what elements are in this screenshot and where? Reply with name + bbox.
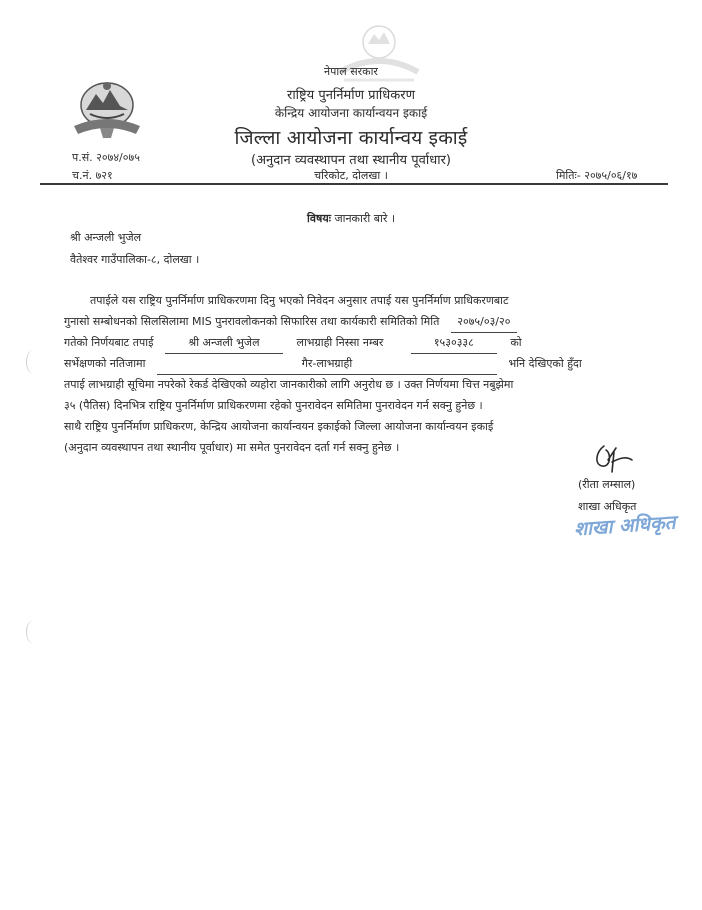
official-stamp: शाखा अधिकृत <box>573 511 677 541</box>
office-subtitle: (अनुदान व्यवस्थापन तथा स्थानीय पूर्वाधार) <box>251 153 451 168</box>
central-unit-name: केन्द्रिय आयोजना कार्यान्वयन इकाई <box>274 106 428 120</box>
subject-text: जानकारी बारे । <box>334 212 395 225</box>
body-line-3-text-b: लाभग्राही निस्सा नम्बर <box>296 336 384 349</box>
body-line-3-text-c: को <box>510 336 522 349</box>
body-line-5: तपाई लाभग्राही सूचिमा नपरेको रेकर्ड देखिएको व्यहोरा जानकारीको लागि अनुरोध छ । उक्त निर्णयमा चित्त नबुझेमा <box>64 378 514 391</box>
decision-date: २०७५/०३/२० <box>451 311 517 333</box>
office-location: चरिकोट, दोलखा । <box>314 169 388 182</box>
body-line-4 <box>64 353 582 375</box>
authority-name: राष्ट्रिय पुनर्निर्माण प्राधिकरण <box>287 88 415 103</box>
body-line-6: ३५ (पैतिस) दिनभित्र राष्ट्रिय पुनर्निर्माण प्राधिकरणमा रहेको पुनरावेदन समितिमा पुनरावेदन गर्न सक्नु हुनेछ । <box>64 399 483 412</box>
body-line-8: (अनुदान व्यवस्थापन तथा स्थानीय पूर्वाधार) मा समेत पुनरावेदन दर्ता गर्न सक्नु हुनेछ । <box>64 441 400 454</box>
letter-date: मितिः- २०७५/०६/१७ <box>556 169 638 182</box>
signatory-title: शाखा अधिकृत <box>578 500 637 513</box>
body-line-2 <box>64 311 517 333</box>
recipient-name: श्री अन्जली भुजेल <box>70 231 142 244</box>
body-line-3 <box>64 332 522 354</box>
recipient-address: वैतेश्वर गाउँपालिका-८, दोलखा । <box>70 253 200 266</box>
office-name: जिल्ला आयोजना कार्यान्वय इकाई <box>234 127 468 149</box>
signature-mark <box>586 442 646 476</box>
body-line-2-text: गुनासो सम्बोधनको सिलसिलामा MIS पुनरावलोकनको सिफारिस तथा कार्यकारी समितिको मिति <box>64 315 440 328</box>
body-line-4-text: सर्भेक्षणको नतिजामा <box>64 357 146 370</box>
body-line-3-text: गतेको निर्णयबाट तपाई <box>64 336 154 349</box>
subject-label: विषयः <box>307 212 331 225</box>
scan-mark <box>26 350 41 374</box>
header-divider <box>40 183 668 185</box>
body-line-1: तपाईले यस राष्ट्रिय पुनर्निर्माण प्राधिकरणमा दिनु भएको निवेदन अनुसार तपाई यस पुनर्निर्माण प्राधिकरणबाट <box>90 294 509 307</box>
body-line-4-text-b: भनि देखिएको हुँदा <box>508 357 582 370</box>
letter-ref-number: प.सं. २०७४/०७५ <box>72 151 140 164</box>
beneficiary-name: श्री अन्जली भुजेल <box>165 332 283 354</box>
subject-line <box>0 211 702 226</box>
dispatch-number: च.नं. ७२१ <box>72 169 113 182</box>
beneficiary-card-number: १५३०३३८ <box>411 332 497 354</box>
government-name: नेपाल सरकार <box>324 65 378 78</box>
body-line-7: साथै राष्ट्रिय पुनर्निर्माण प्राधिकरण, केन्द्रिय आयोजना कार्यान्वयन इकाईको जिल्ला आयोजना कार्यान्वयन इकाई <box>64 420 494 433</box>
survey-result: गैर-लाभग्राही <box>157 353 497 375</box>
signatory-name: (रीता लम्साल) <box>578 478 636 491</box>
scan-mark <box>26 620 41 644</box>
letter-body <box>64 290 664 460</box>
